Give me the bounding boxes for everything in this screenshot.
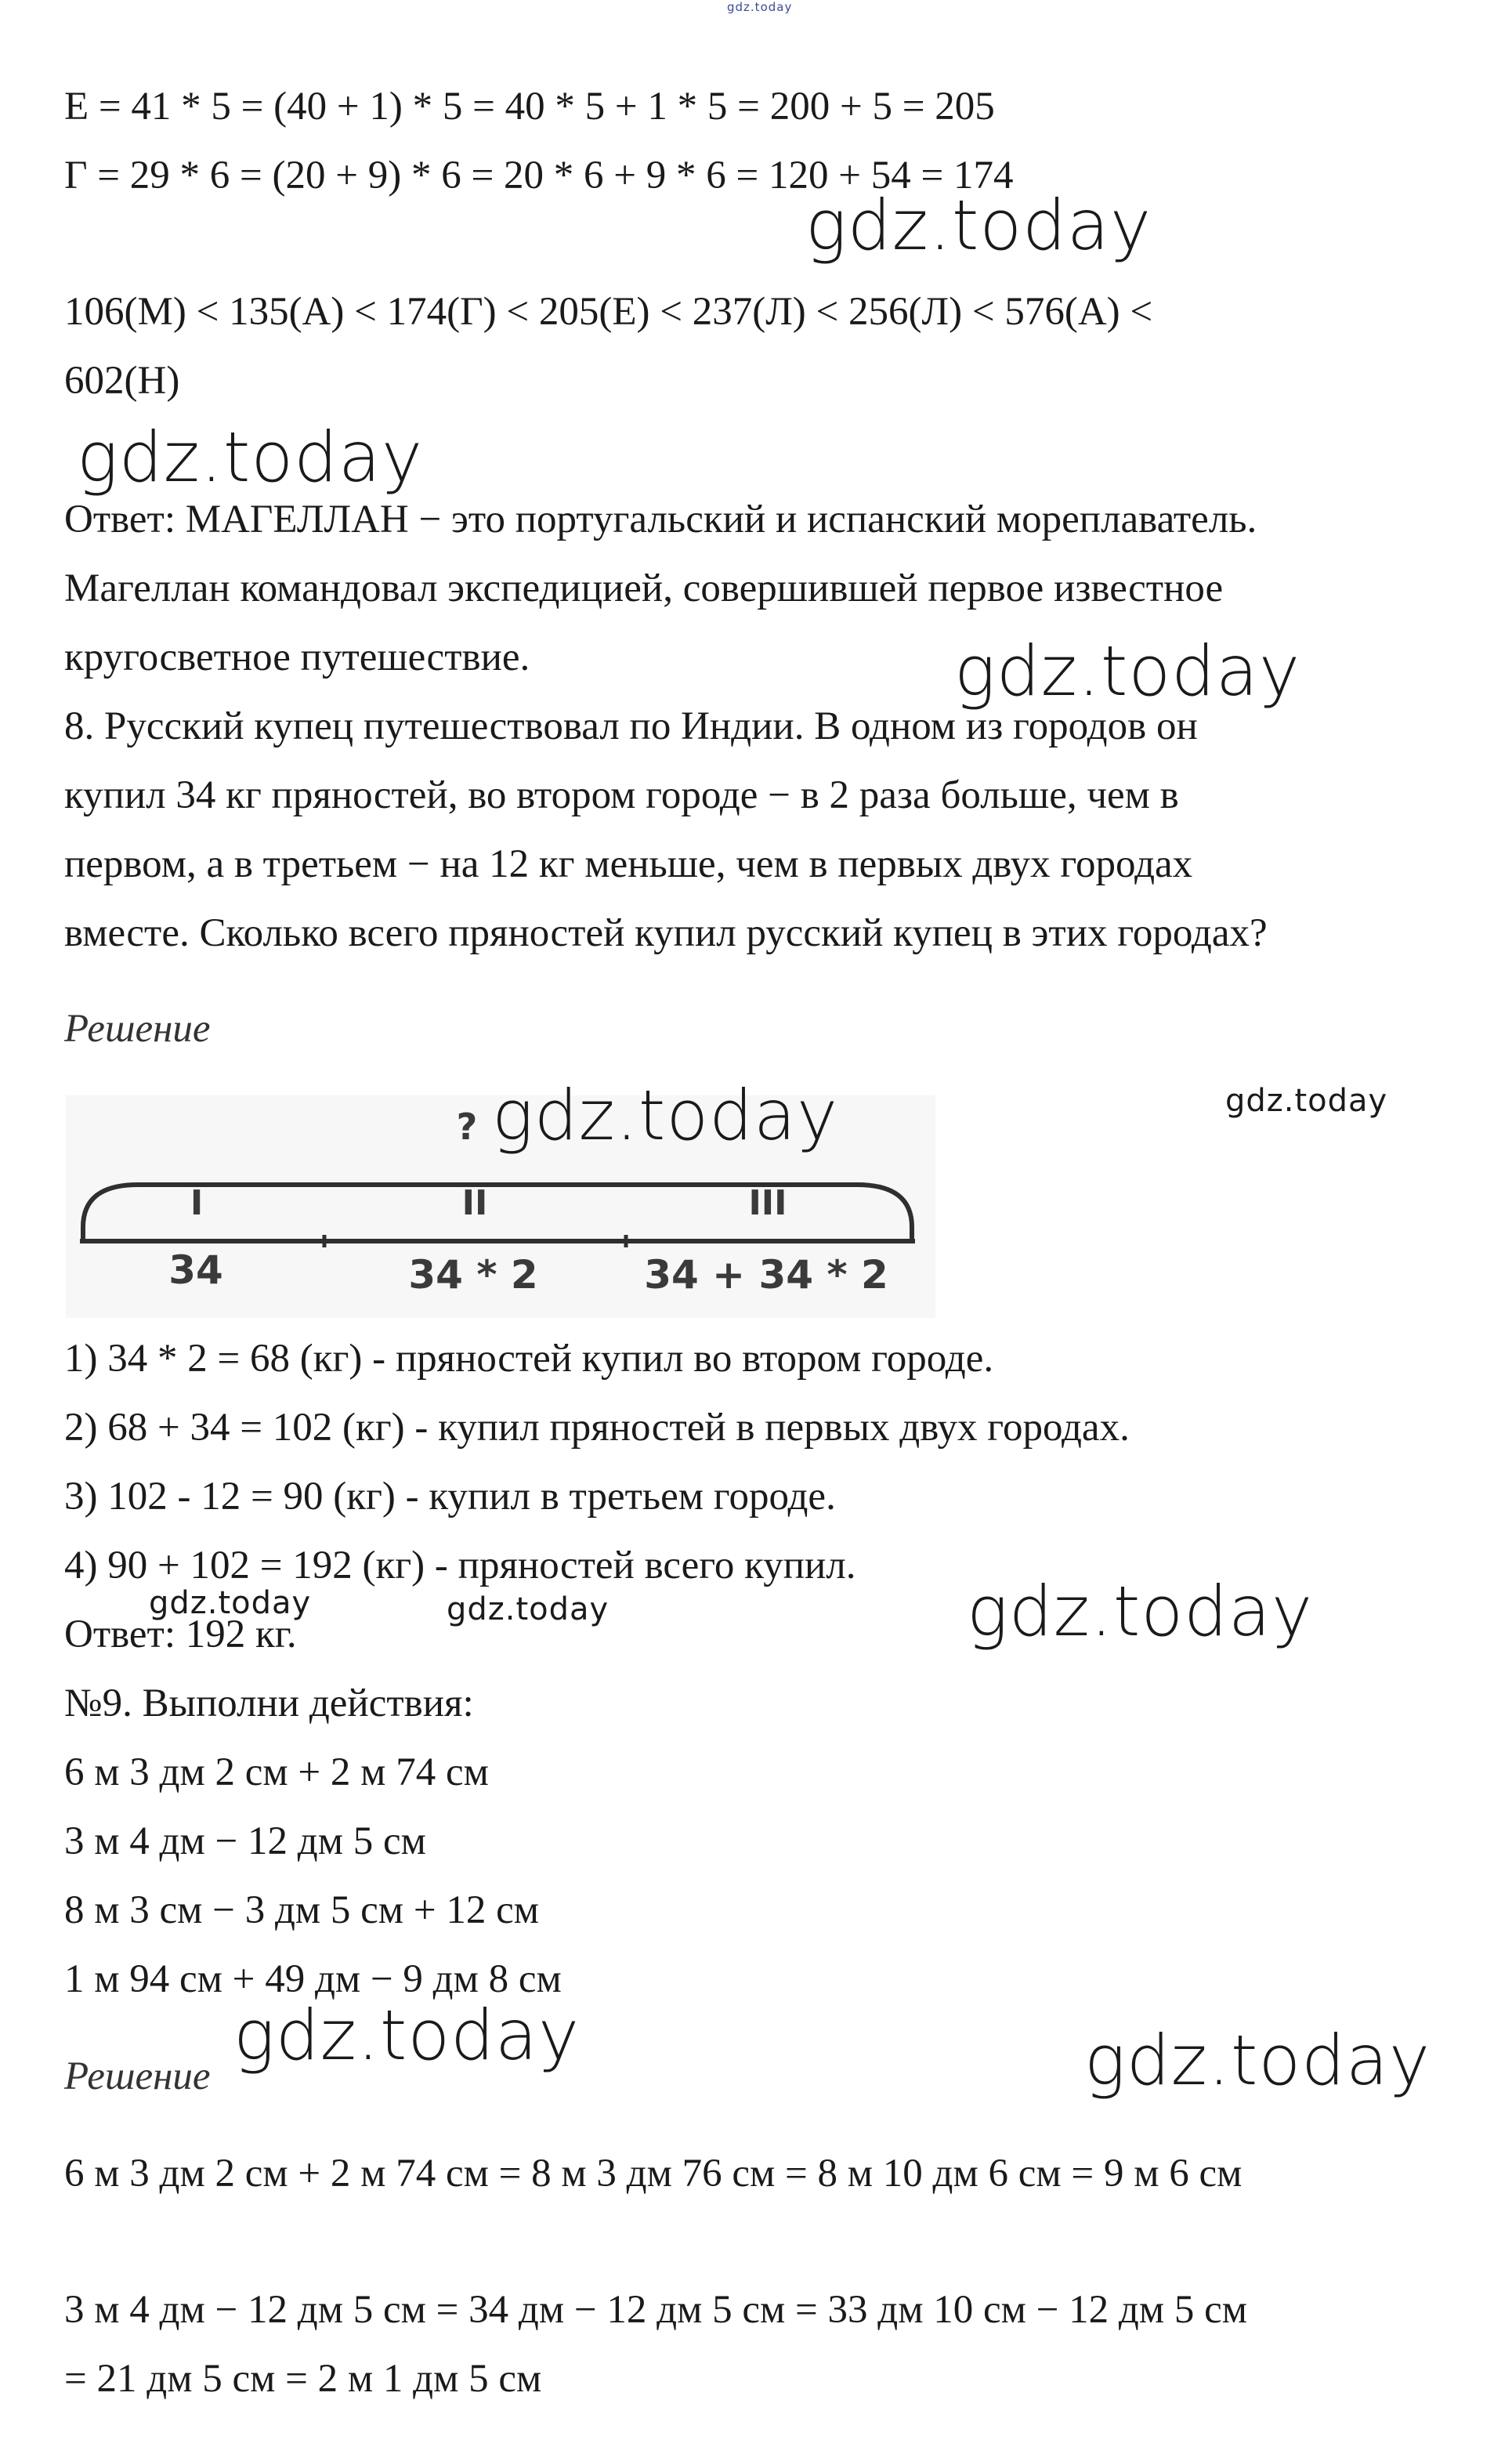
solution-step-1: 1) 34 * 2 = 68 (кг) - пряностей купил во втором городе. [64,1337,994,1381]
expression-2: 3 м 4 дм − 12 дм 5 см [64,1819,426,1863]
problem-8-text-3: первом, а в третьем − на 12 кг меньше, чем в первых двух городах [64,842,1193,886]
segment-2-value: 34 * 2 [408,1252,538,1298]
problem-8-text-4: вместе. Сколько всего пряностей купил русский купец в этих городах? [64,911,1268,955]
solution-heading-2: Решение [64,2054,211,2098]
problem-9-title: №9. Выполни действия: [64,1681,474,1725]
watermark: gdz.today [1084,2020,1431,2101]
watermark-top: gdz.today [727,0,793,14]
watermark: gdz.today [492,1075,839,1156]
answer-magellan-3: кругосветное путешествие. [64,635,530,679]
equation-e: Е = 41 * 5 = (40 + 1) * 5 = 40 * 5 + 1 * 5 = 200 + 5 = 205 [64,85,995,129]
expression-1: 6 м 3 дм 2 см + 2 м 74 см [64,1750,489,1794]
watermark: gdz.today [805,185,1152,266]
answer-8: Ответ: 192 кг. [64,1613,297,1656]
watermark-small: gdz.today [149,1585,312,1621]
segment-3-value: 34 + 34 * 2 [644,1252,888,1298]
solution-heading: Решение [64,1007,211,1051]
problem-8-text-2: купил 34 кг пряностей, во втором городе − в 2 раза больше, чем в [64,773,1179,817]
segment-3-roman: III [748,1183,787,1223]
segment-2-roman: II [461,1183,488,1223]
total-brace [83,1185,912,1238]
watermark: gdz.today [954,631,1301,711]
segment-1-value: 34 [168,1247,223,1293]
expression-3: 8 м 3 см − 3 дм 5 см + 12 см [64,1888,539,1932]
watermark-small: gdz.today [1225,1083,1388,1119]
answer-magellan-2: Магеллан командовал экспедицией, совершившей первое известное [64,567,1224,610]
question-mark: ? [456,1106,478,1148]
watermark: gdz.today [77,417,424,498]
watermark: gdz.today [233,1995,581,2076]
inequality-chain-end: 602(Н) [64,359,180,403]
inequality-chain: 106(М) < 135(А) < 174(Г) < 205(Е) < 237(Л) < 256(Л) < 576(А) < [64,290,1153,334]
equation-g: Г = 29 * 6 = (20 + 9) * 6 = 20 * 6 + 9 * 6 = 120 + 54 = 174 [64,154,1014,197]
watermark-small: gdz.today [447,1591,610,1627]
solution-step-3: 3) 102 - 12 = 90 (кг) - купил в третьем городе. [64,1475,836,1519]
watermark: gdz.today [967,1571,1314,1652]
problem-8-text: 8. Русский купец путешествовал по Индии. В одном из городов он [64,704,1198,748]
solution-step-4: 4) 90 + 102 = 192 (кг) - пряностей всего купил. [64,1544,856,1587]
segment-1-roman: I [190,1183,204,1223]
solution-step-2: 2) 68 + 34 = 102 (кг) - купил пряностей в первых двух городах. [64,1406,1130,1450]
result-2: 3 м 4 дм − 12 дм 5 см = 34 дм − 12 дм 5 см = 33 дм 10 см − 12 дм 5 см [64,2288,1248,2332]
expression-4: 1 м 94 см + 49 дм − 9 дм 8 см [64,1957,562,2001]
result-1: 6 м 3 дм 2 см + 2 м 74 см = 8 м 3 дм 76 см = 8 м 10 дм 6 см = 9 м 6 см [64,2152,1243,2195]
result-2-continued: = 21 дм 5 см = 2 м 1 дм 5 см [64,2357,542,2401]
answer-magellan: Ответ: МАГЕЛЛАН − это португальский и испанский мореплаватель. [64,498,1257,541]
